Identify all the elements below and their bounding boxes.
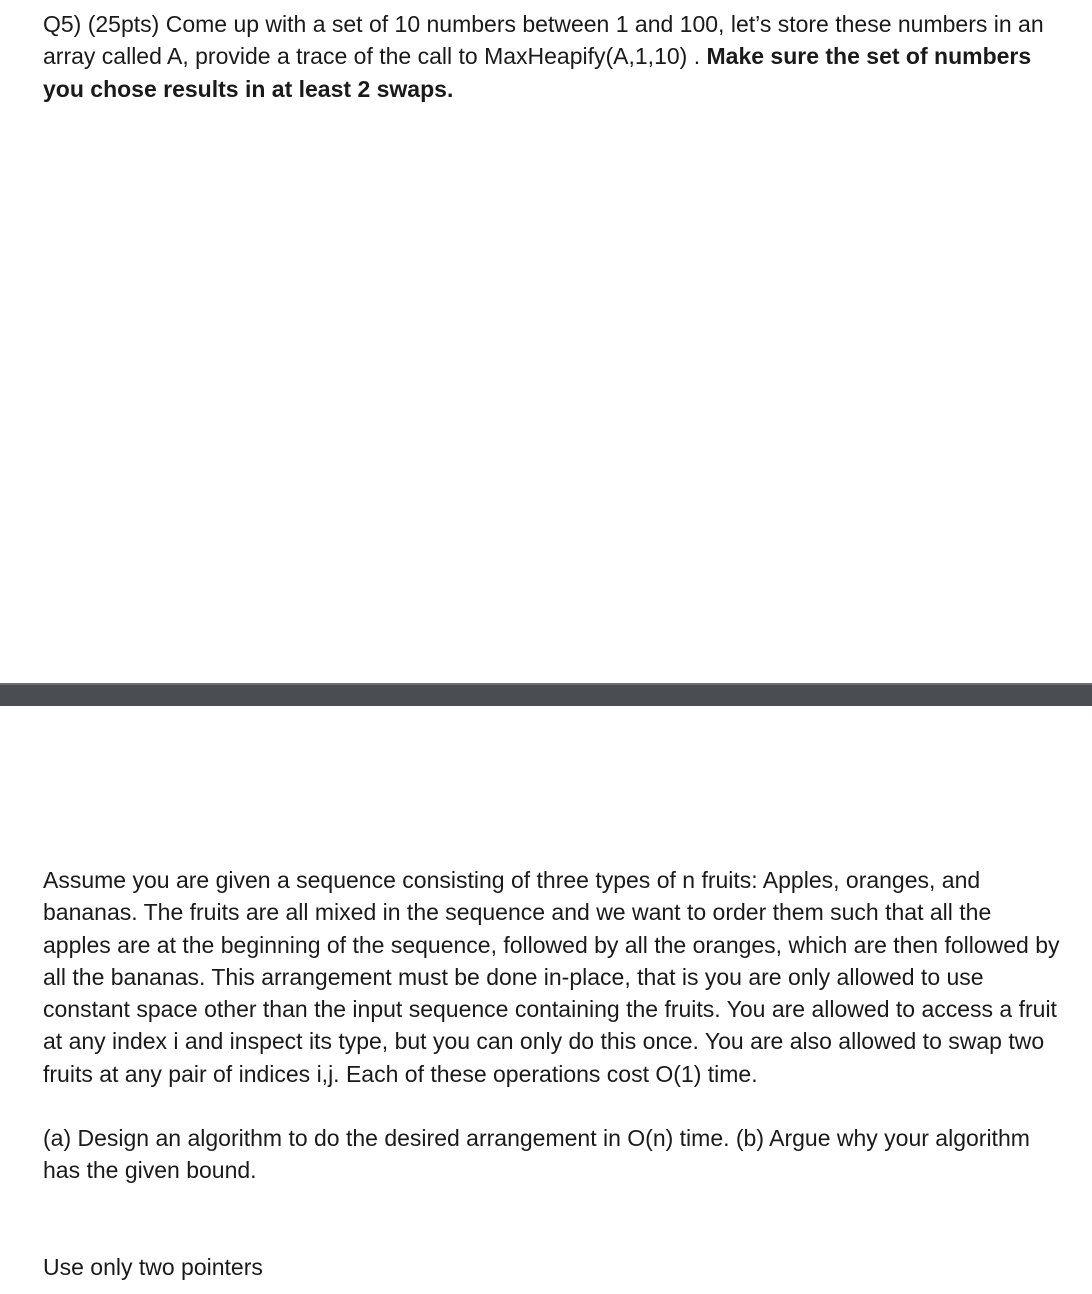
hint-text: Use only two pointers xyxy=(43,1254,263,1280)
question-5-prefix: Q5) (25pts) Come up with a set of 10 numbers between 1 and 100, let’s store these numbers in an array called A, provide a trace of the call to MaxHeapify(A,1,10) . xyxy=(43,11,1044,70)
fruits-question-paragraph: Assume you are given a sequence consisting of three types of n fruits: Apples, oranges, and bananas. The fruits are all mixed in the sequence and we want to order them such that all the apples are at the beginning of the sequence, followed by all the oranges, which are then followed by all the bananas. This arrangement must be done in-place, that is you are only allowed to use constant space other than the input sequence containing the fruits. You are allowed to access a fruit at any index i and inspect its type, but you can only do this once. You are also allowed to swap two fruits at any pair of indices i,j. Each of these operations cost O(1) time. xyxy=(43,867,1060,1087)
fruits-question-parts: (a) Design an algorithm to do the desired arrangement in O(n) time. (b) Argue why your algorithm has the given bound. xyxy=(43,1125,1030,1184)
question-5-text xyxy=(43,8,1073,105)
question-5-bold-instruction: Make sure the set of numbers you chose results in at least 2 swaps. xyxy=(43,43,1032,102)
page-separator xyxy=(0,683,1092,706)
